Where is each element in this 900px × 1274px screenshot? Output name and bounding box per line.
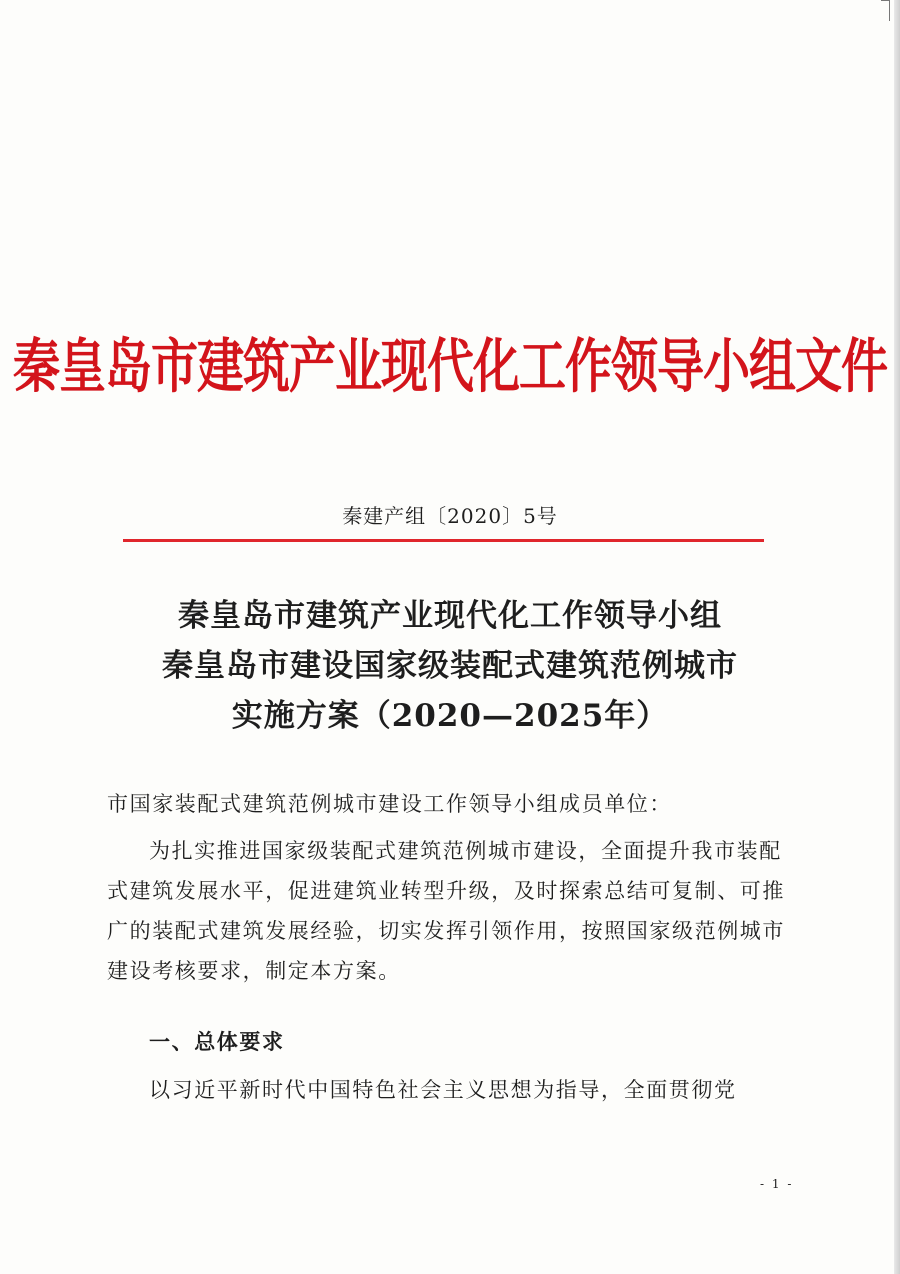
intro-paragraph: 为扎实推进国家级装配式建筑范例城市建设，全面提升我市装配式建筑发展水平，促进建筑业转型升级，及时探索总结可复制、可推广的装配式建筑发展经验，切实发挥引领作用，按照国家级范例城市建设考核要求，制定本方案。 xyxy=(107,839,785,983)
section-heading-1: 一、总体要求 xyxy=(149,1029,285,1054)
section-1-paragraph: 以习近平新时代中国特色社会主义思想为指导，全面贯彻党 xyxy=(149,1078,737,1102)
title-line-1: 秦皇岛市建筑产业现代化工作领导小组 xyxy=(178,598,722,634)
title-line-3: 实施方案（2020—2025年） xyxy=(231,698,669,734)
scan-corner-mark xyxy=(881,0,890,21)
scan-edge xyxy=(894,0,900,1274)
red-divider-line xyxy=(123,539,764,542)
addressee: 市国家装配式建筑范例城市建设工作领导小组成员单位： xyxy=(107,792,672,816)
title-line-2: 秦皇岛市建设国家级装配式建筑范例城市 xyxy=(162,648,738,684)
issuer-header: 秦皇岛市建筑产业现代化工作领导小组文件 xyxy=(13,332,887,402)
page-number: - 1 - xyxy=(760,1177,794,1191)
document-number: 秦建产组〔2020〕5号 xyxy=(342,504,558,528)
